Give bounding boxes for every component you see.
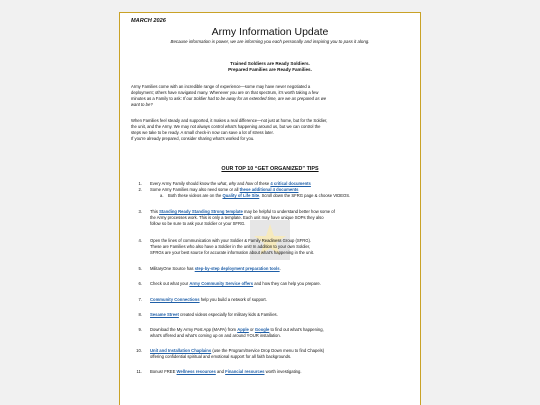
page-title: Army Information Update: [211, 26, 329, 38]
tip-10-line1: [150, 348, 324, 353]
tip-1-and: and: [236, 181, 246, 186]
tip-6-text-end: and how they can help you prepare.: [253, 281, 321, 286]
tip-5-period: .: [279, 266, 281, 271]
tip-9-text: Download the My Army Post App (MAPA) from: [150, 327, 238, 332]
community-connections-link[interactable]: Community Connections: [150, 297, 200, 302]
tip-2: [150, 187, 298, 192]
tip-1-number: 1.: [138, 181, 142, 186]
tip-5-number: 5.: [138, 266, 142, 271]
standing-ready-template-link[interactable]: Standing Ready Standing Strong template: [159, 209, 243, 214]
tip-3-text: This: [150, 209, 160, 214]
tip-9-text-end: to find out what's happening,: [269, 327, 324, 332]
wellness-resources-link[interactable]: Wellness resources: [176, 369, 216, 374]
tip-11-and: and: [215, 369, 226, 374]
tip-8: [150, 312, 278, 317]
intro-p2-line2: the unit, and the Army. We may not always control what's happening around us, but we can control the: [131, 124, 321, 129]
tip-1-of-these: of these: [253, 181, 271, 186]
slogan-line-1: Trained Soldiers are Ready Soldiers.: [230, 61, 310, 66]
tip-9-line1: [150, 327, 324, 332]
tip-3-text-end: may be helpful to understand better how some of: [242, 209, 335, 214]
tip-7: [150, 297, 267, 302]
tip-1-why: why: [228, 181, 237, 186]
critical-documents-link[interactable]: 4 critical documents: [270, 181, 311, 186]
tip-8-number: 8.: [138, 312, 142, 317]
tip-1-comma: ,: [226, 181, 229, 186]
tip-11-text: Bonus! FREE: [150, 369, 177, 374]
slogan-line-2: Prepared Families are Ready Families.: [228, 67, 312, 72]
intro-p2-line3: steps we take to be ready. A small check-in now can save a lot of stress later.: [131, 130, 274, 135]
tip-3-line1: [150, 209, 335, 214]
tip-11-number: 11.: [136, 369, 142, 374]
chaplains-link[interactable]: Unit and Installation Chaplains: [150, 348, 212, 353]
tip-11-text-end: worth investigating.: [264, 369, 302, 374]
tip-2-number: 2.: [138, 187, 142, 192]
tip-1-how: how: [245, 181, 254, 186]
intro-p1-line2: deployment; others have navigated many. Whenever you are on that spectrum, it's worth taking a few: [131, 90, 319, 95]
intro-p1-line1: Army Families come with an incredible range of experience—some may have never negotiated a: [131, 84, 311, 89]
issue-date: MARCH 2026: [131, 18, 166, 24]
tip-2a-text: Both these videos are on the: [168, 193, 223, 198]
tip-2a-text-end: . Scroll down the SFRG page & choose VIDEOS.: [259, 193, 351, 198]
tip-3-line3: follow so be sure to ask your Soldier or your SFRG.: [150, 221, 246, 226]
tip-3-number: 3.: [138, 209, 142, 214]
tip-9-line2: what's offered and what's coming up on and around YOUR installation.: [150, 333, 281, 338]
tip-7-text: help you build a network of support.: [199, 297, 267, 302]
tip-7-number: 7.: [138, 297, 142, 302]
tip-1: [150, 181, 311, 186]
tip-4-line1: Open the lines of communication with your Soldier & Family Readiness Group (SFRG).: [150, 238, 312, 243]
sesame-street-link[interactable]: Sesame Street: [150, 312, 179, 317]
intro-p1-line3: [131, 96, 326, 101]
tip-11: [150, 369, 302, 374]
tip-5: [150, 266, 281, 271]
tip-2a: [168, 193, 350, 198]
tip-2-text: Some Army Families may also need some or all: [150, 187, 240, 192]
tip-9-number: 9.: [138, 327, 142, 332]
intro-p1-question: If our Soldier had to be away for an extended time, are we as prepared as we: [182, 96, 327, 101]
deployment-tools-link[interactable]: step-by-step deployment preparation tools: [194, 266, 280, 271]
google-link[interactable]: Google: [254, 327, 270, 332]
tip-3-line2: the Army processes work. This is only a template. Each unit may have unique SOPs they also: [150, 215, 324, 220]
tip-1-text: Every Army Family should know the: [150, 181, 218, 186]
tip-2a-letter: a.: [160, 193, 164, 198]
tip-6: [150, 281, 321, 286]
apple-link[interactable]: Apple: [237, 327, 249, 332]
quality-of-life-link[interactable]: Quality of Life Site: [222, 193, 260, 198]
intro-p1-line3-text: minutes as a Family to ask:: [131, 96, 183, 101]
tip-10-number: 10.: [136, 348, 142, 353]
document-page: [119, 12, 421, 405]
tip-5-text: MilitaryOne Source has: [150, 266, 195, 271]
financial-resources-link[interactable]: Financial resources: [225, 369, 265, 374]
intro-p2-line1: When Families feel steady and supported, it makes a real difference—not just at home, but for the Soldier,: [131, 118, 328, 123]
acs-offers-link[interactable]: Army Community Service offers: [189, 281, 254, 286]
tip-4-line2: These are Families who also have a Soldier in the unit! In addition to your own Soldier,: [150, 244, 311, 249]
tip-10-line2: offering confidential spiritual and emotional support for all faith backgrounds.: [150, 354, 292, 359]
tip-6-text: Check out what your: [150, 281, 190, 286]
tip-6-number: 6.: [138, 281, 142, 286]
intro-p1-line4: want to be?: [131, 102, 153, 107]
intro-p2-line4: If you're already prepared, consider sharing what's worked for you.: [131, 136, 255, 141]
tip-10-text: (use the Program/Service Drop Down menu to find Chapels): [211, 348, 325, 353]
tips-heading: OUR TOP 10 “GET ORGANIZED” TIPS: [221, 166, 319, 172]
additional-documents-link[interactable]: these additional 4 documents: [239, 187, 299, 192]
tip-8-text: created videos especially for military kids & Families.: [178, 312, 278, 317]
page-subtitle: Because information is power, we are informing you each personally and inspiring you to pass it along.: [170, 39, 370, 44]
tip-9-or: or: [248, 327, 255, 332]
tip-1-what: what: [217, 181, 227, 186]
tip-4-number: 4.: [138, 238, 142, 243]
tip-4-line3: SFRGs are your best source for accurate information about what's happening in the unit.: [150, 250, 314, 255]
